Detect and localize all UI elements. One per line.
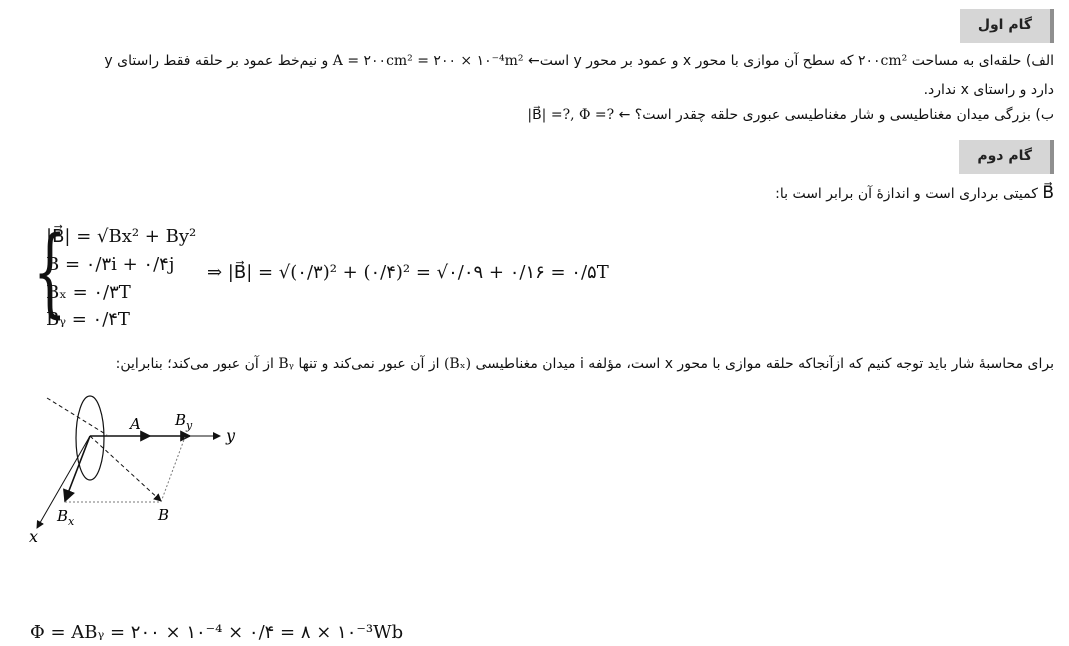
problem-line-1 <box>104 53 1054 69</box>
equation-by: Bᵧ = ۰/۴T <box>46 309 130 330</box>
b-resultant-arrow <box>90 436 161 501</box>
text-segment: که سطح آن موازی با محور x و عمود بر محور y است← <box>523 53 858 69</box>
equation-vector: B = ۰/۳i + ۰/۴j <box>46 254 175 275</box>
text-segment: الف) حلقه‌ای به مساحت <box>907 53 1054 69</box>
text-segment: از آن عبور نمی‌کند و تنها <box>293 356 444 372</box>
magnitude-result: ⇒ |B⃗| = √(۰/۳)² + (۰/۴)² = √۰/۰۹ + ۰/۱۶ = ۰/۵T <box>207 262 609 283</box>
equation-bx: Bₓ = ۰/۳T <box>46 282 131 303</box>
label-x-axis: x <box>29 527 39 546</box>
area-value: ۲۰۰cm² <box>858 53 908 69</box>
text-segment: و نیم‌خط عمود بر حلقه فقط راستای y <box>104 53 333 69</box>
b-vector-symbol: B⃗ <box>1042 183 1054 203</box>
loop-diagram <box>25 390 255 550</box>
system-brace: { <box>33 216 67 328</box>
label-by: $B_y$ <box>175 411 193 432</box>
problem-line-2: دارد و راستای x ندارد. <box>923 82 1054 98</box>
label-y-axis: y <box>226 426 236 445</box>
problem-line-3 <box>527 107 1054 123</box>
label-a: A <box>130 415 141 433</box>
area-conversion: A = ۲۰۰cm² = ۲۰۰ × ۱۰⁻⁴m² <box>332 53 524 69</box>
bx-symbol: (Bₓ) <box>443 356 472 372</box>
text-segment: کمیتی برداری است و اندازهٔ آن برابر است با: <box>775 186 1043 202</box>
flux-result: Φ = ABᵧ = ۲۰۰ × ۱۰⁻⁴ × ۰/۴ = ۸ × ۱۰⁻³Wb <box>30 622 404 643</box>
text-segment: ب) بزرگی میدان مغناطیسی و شار مغناطیسی عبوری حلقه چقدر است؟ ← <box>614 107 1054 123</box>
flux-intro <box>116 356 1054 372</box>
unknowns: |B⃗| =?, Φ =? <box>527 107 615 123</box>
equation-magnitude: |B⃗| = √Bx² + By² <box>46 226 197 247</box>
step-two-badge: گام دوم <box>959 140 1054 174</box>
vector-intro <box>775 183 1054 203</box>
text-segment: برای محاسبهٔ شار باید توجه کنیم که ازآنجاکه حلقه موازی با محور x است، مؤلفه i میدان مغناطیسی <box>471 356 1054 372</box>
parallelogram-right <box>161 437 185 502</box>
label-bx: $B_x$ <box>57 507 75 528</box>
label-b: B <box>158 506 170 524</box>
bx-vector-arrow <box>65 436 90 501</box>
by-symbol: Bᵧ <box>278 356 294 372</box>
step-one-badge: گام اول <box>960 9 1054 43</box>
text-segment: از آن عبور می‌کند؛ بنابراین: <box>115 356 279 372</box>
